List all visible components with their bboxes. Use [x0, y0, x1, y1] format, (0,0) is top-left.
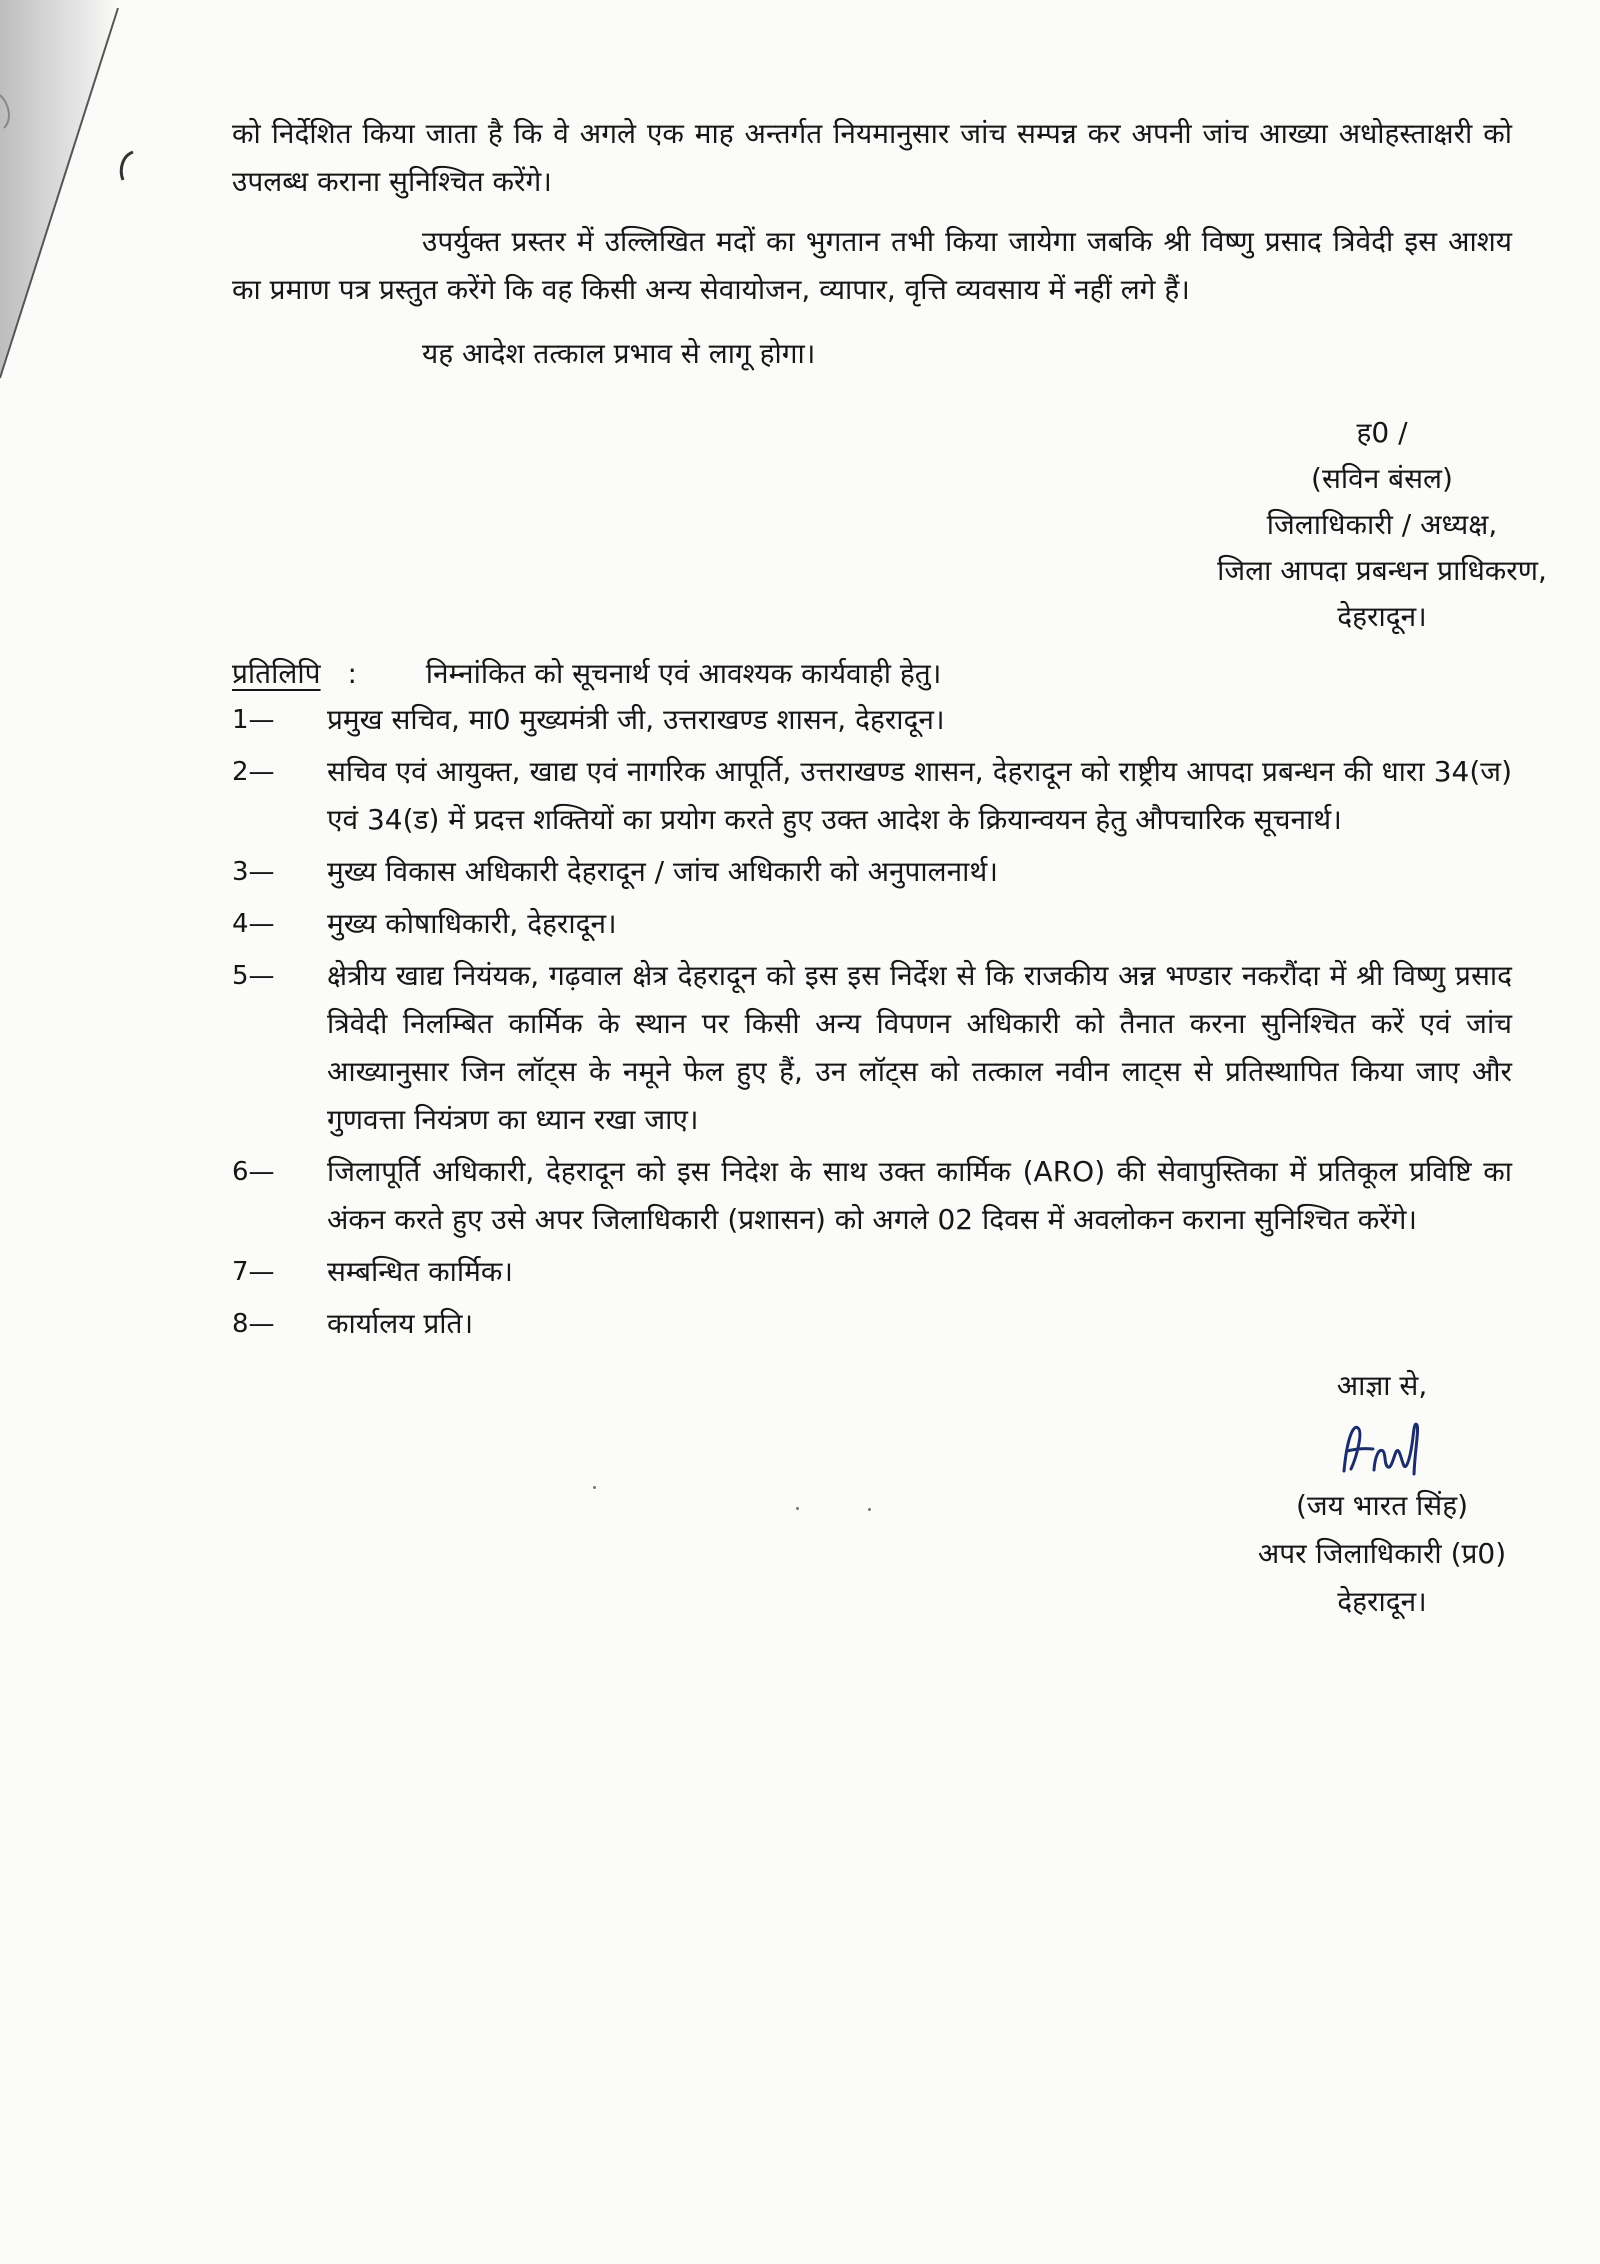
- copy-item-text: सचिव एवं आयुक्त, खाद्य एवं नागरिक आपूर्ति, उत्तराखण्ड शासन, देहरादून को राष्ट्रीय आपदा प्रबन्धन की धारा 34(ज) एवं 34(ड) में प्रदत्त शक्तियों का प्रयोग करते हुए उक्त आदेश के क्रियान्वयन हेतु औपचारिक सूचनार्थ।: [327, 755, 1512, 836]
- copy-list-item: [232, 1248, 1512, 1296]
- copy-to-colon: :: [347, 657, 357, 690]
- copy-item-text: क्षेत्रीय खाद्य नियंयक, गढ़वाल क्षेत्र देहरादून को इस इस निर्देश से कि राजकीय अन्न भण्डार नकरौंदा में श्री विष्णु प्रसाद त्रिवेदी निलम्बित कार्मिक के स्थान पर किसी अन्य विपणन अधिकारी को तैनात करना सुनिश्चित करें एवं जांच आख्यानुसार जिन लॉट्स के नमूने फेल हुए हैं, उन लॉट्स को तत्काल नवीन लाट्स से प्रतिस्थापित किया जाए और गुणवत्ता नियंत्रण का ध्यान रखा जाए।: [327, 959, 1512, 1136]
- copy-item-number: 8—: [232, 1309, 275, 1339]
- copy-item-number: 2—: [232, 757, 275, 787]
- signatory-name: (सविन बंसल): [1311, 462, 1453, 495]
- scan-dust-dot: [868, 1508, 871, 1511]
- order-paragraph-1: को निर्देशित किया जाता है कि वे अगले एक माह अन्तर्गत नियमानुसार जांच सम्पन्न कर अपनी जांच आख्या अधोहस्ताक्षरी को उपलब्ध कराना सुनिश्चित करेंगे।: [232, 117, 1512, 198]
- copy-item-number: 7—: [232, 1257, 275, 1287]
- copy-item-text: प्रमुख सचिव, मा0 मुख्यमंत्री जी, उत्तराखण्ड शासन, देहरादून।: [327, 703, 945, 736]
- by-order-place: देहरादून।: [1337, 1585, 1427, 1618]
- copy-item-text: कार्यालय प्रति।: [327, 1307, 474, 1340]
- by-order-name: (जय भारत सिंह): [1295, 1489, 1469, 1522]
- by-order-phrase: आज्ञा से,: [1336, 1369, 1428, 1402]
- copy-item-number: 3—: [232, 857, 275, 887]
- scan-dust-dot: [593, 1486, 596, 1489]
- by-order-designation: अपर जिलाधिकारी (प्र0): [1257, 1537, 1507, 1570]
- copy-to-list: [232, 696, 1512, 1352]
- scan-dust-dot: [796, 1507, 799, 1510]
- copy-list-item: [232, 848, 1512, 896]
- copy-to-intro: निम्नांकित को सूचनार्थ एवं आवश्यक कार्यवाही हेतु।: [425, 657, 942, 690]
- handwritten-signature: [1327, 1414, 1437, 1482]
- district-magistrate-signature-block: [1162, 410, 1600, 640]
- copy-item-text: जिलापूर्ति अधिकारी, देहरादून को इस निदेश के साथ उक्त कार्मिक (ARO) की सेवापुस्तिका में प्रतिकूल प्रविष्टि का अंकन करते हुए उसे अपर जिलाधिकारी (प्रशासन) को अगले 02 दिवस में अवलोकन कराना सुनिश्चित करेंगे।: [327, 1155, 1512, 1236]
- copy-list-item: [232, 900, 1512, 948]
- order-paragraph-2: उपर्युक्त प्रस्तर में उल्लिखित मदों का भुगतान तभी किया जायेगा जबकि श्री विष्णु प्रसाद त्रिवेदी इस आशय का प्रमाण पत्र प्रस्तुत करेंगे कि वह किसी अन्य सेवायोजन, व्यापार, वृत्ति व्यवसाय में नहीं लगे हैं।: [232, 225, 1512, 306]
- copy-list-item: [232, 748, 1512, 844]
- scan-edge-shadow: [0, 0, 140, 380]
- copy-item-number: 5—: [232, 961, 275, 991]
- signatory-authority: जिला आपदा प्रबन्धन प्राधिकरण,: [1217, 554, 1547, 587]
- document-page: [232, 110, 1547, 1618]
- copy-item-number: 4—: [232, 909, 275, 939]
- signatory-place: देहरादून।: [1337, 600, 1427, 633]
- copy-list-item: [232, 1300, 1512, 1348]
- copy-list-item: [232, 952, 1512, 1144]
- copy-item-number: 1—: [232, 705, 275, 735]
- copy-to-title: प्रतिलिपि: [232, 657, 321, 690]
- copy-to-header: [232, 650, 1512, 698]
- copy-list-item: [232, 1148, 1512, 1244]
- copy-item-text: सम्बन्धित कार्मिक।: [327, 1255, 513, 1288]
- order-effect-line: यह आदेश तत्काल प्रभाव से लागू होगा।: [422, 337, 816, 370]
- signatory-designation: जिलाधिकारी / अध्यक्ष,: [1266, 508, 1498, 541]
- copy-item-text: मुख्य कोषाधिकारी, देहरादून।: [327, 907, 617, 940]
- copy-item-text: मुख्य विकास अधिकारी देहरादून / जांच अधिकारी को अनुपालनार्थ।: [327, 855, 998, 888]
- copy-list-item: [232, 696, 1512, 744]
- signed-mark: ह0 /: [1356, 416, 1408, 449]
- copy-item-number: 6—: [232, 1157, 275, 1187]
- additional-district-magistrate-signature-block: [1162, 1362, 1600, 1626]
